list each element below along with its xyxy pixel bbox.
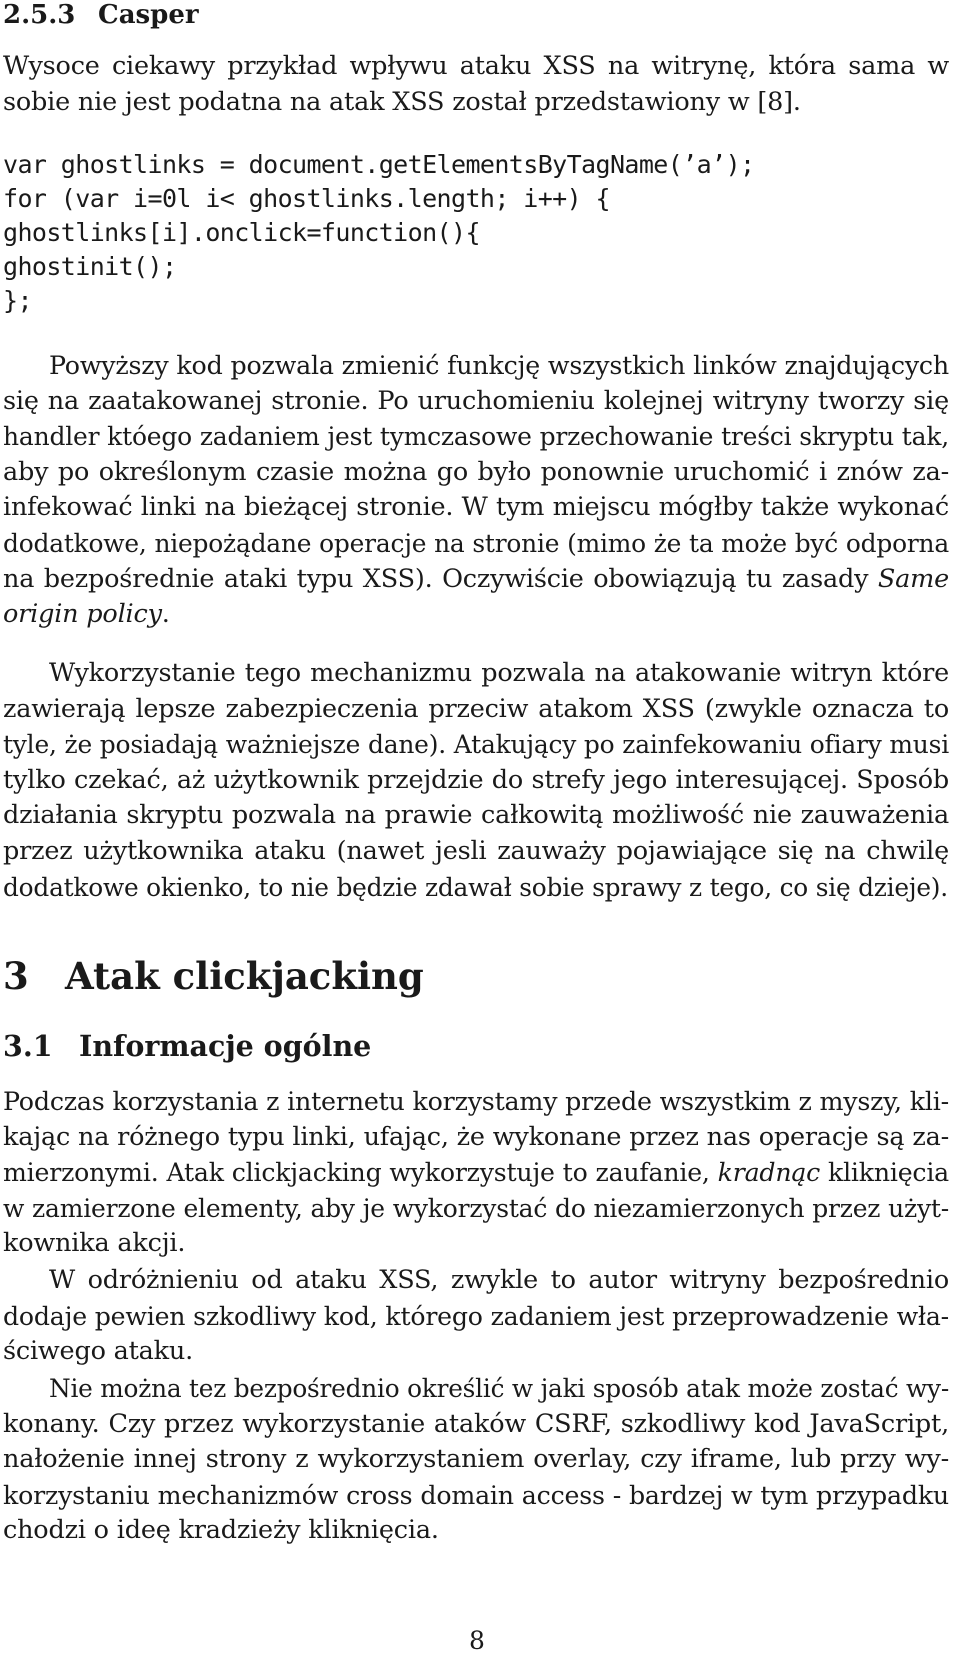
subsubsection-title: Casper bbox=[98, 0, 199, 30]
paragraph-line: dodatkowe okienko, to nie będzie zdawał sobie sprawy z tego, co się dzieje). bbox=[3, 872, 948, 902]
code-line: }; bbox=[3, 286, 32, 315]
paragraph bbox=[3, 1371, 949, 1549]
paragraph-line: nałożenie innej strony z wykorzystaniem overlay, czy iframe, lub przy wy- bbox=[3, 1444, 949, 1475]
paragraph bbox=[3, 656, 949, 905]
paragraph-text: mierzonymi. Atak clickjacking wykorzystuje to zaufanie, bbox=[3, 1158, 710, 1188]
paragraph bbox=[3, 1263, 949, 1370]
section-heading bbox=[3, 956, 424, 996]
subsection-heading bbox=[3, 1030, 371, 1062]
paragraph-line: Podczas korzystania z internetu korzystamy przede wszystkim z myszy, kli- bbox=[3, 1087, 949, 1116]
subsubsection-heading bbox=[3, 0, 199, 30]
paragraph-line: tylko czekać, aż użytkownik przejdzie do strefy jego interesującej. Sposób bbox=[3, 764, 949, 795]
paragraph-text: kliknięcia bbox=[828, 1158, 949, 1188]
punctuation: . bbox=[161, 599, 170, 630]
code-block bbox=[3, 148, 754, 318]
paragraph-line: zawierają lepsze zabezpieczenia przeciw atakom XSS (zwykle oznacza to bbox=[3, 693, 949, 724]
code-line: ghostinit(); bbox=[3, 252, 177, 281]
subsubsection-number: 2.5.3 bbox=[3, 0, 76, 30]
paragraph-line: w zamierzone elementy, aby je wykorzystać do niezamierzonych przez użyt- bbox=[3, 1193, 949, 1223]
italic-term: origin policy bbox=[3, 599, 162, 630]
code-line: var ghostlinks = document.getElementsByTagName(’a’); bbox=[3, 150, 755, 179]
subsection-title: Informacje ogólne bbox=[79, 1029, 372, 1063]
paragraph-line: korzystaniu mechanizmów cross domain access - bardzej w tym przypadku bbox=[3, 1480, 949, 1510]
paragraph-line: chodzi o ideę kradzieży kliknięcia. bbox=[3, 1515, 439, 1546]
paragraph-line: aby po określonym czasie można go było ponownie uruchomić i znów za- bbox=[3, 456, 949, 487]
paragraph-line: W odróżnieniu od ataku XSS, zwykle to autor witryny bezpośrednio bbox=[49, 1265, 949, 1295]
paragraph-line: ściwego ataku. bbox=[3, 1336, 194, 1367]
italic-term: kradnąc bbox=[717, 1158, 821, 1188]
paragraph-line: przez użytkownika ataku (nawet jesli zauważy pojawiające się na chwilę bbox=[3, 835, 949, 866]
paragraph-line: Wysoce ciekawy przykład wpływu ataku XSS na witrynę, która sama w bbox=[3, 51, 949, 81]
paragraph-line bbox=[3, 562, 949, 598]
italic-term: Same bbox=[877, 563, 950, 594]
paragraph-line: kownika akcji. bbox=[3, 1228, 186, 1259]
intro-paragraph bbox=[3, 49, 949, 120]
paragraph-line: działania skryptu pozwala na prawie całkowitą możliwość nie zauważenia bbox=[3, 800, 949, 831]
paragraph-line: Nie można tez bezpośrednio określić w jaki sposób atak może zostać wy- bbox=[49, 1374, 949, 1403]
paragraph-text: na bezpośrednie ataki typu XSS). Oczywiście obowiązują tu zasady bbox=[3, 563, 869, 594]
paragraph-line bbox=[3, 1155, 949, 1191]
paragraph-line: infekować linki na bieżącej stronie. W tym miejscu mógłby także wykonać bbox=[3, 492, 949, 523]
paragraph-line: tyle, że posiadają ważniejsze dane). Atakujący po zainfekowaniu ofiary musi bbox=[3, 730, 949, 760]
paragraph-line: konany. Czy przez wykorzystanie ataków CSRF, szkodliwy kod JavaScript, bbox=[3, 1408, 949, 1439]
paragraph bbox=[3, 1084, 949, 1262]
paragraph-line: dodaje pewien szkodliwy kod, którego zadaniem jest przeprowadzenie wła- bbox=[3, 1301, 949, 1331]
paragraph-line: Powyższy kod pozwala zmienić funkcję wszystkich linków znajdujących bbox=[49, 351, 949, 380]
paragraph-line: sobie nie jest podatna na atak XSS został przedstawiony w [8]. bbox=[3, 86, 801, 117]
paragraph-line: handler któego zadaniem jest tymczasowe przechowanie treści skryptu tak, bbox=[3, 422, 949, 452]
paragraph-line: Wykorzystanie tego mechanizmu pozwala na atakowanie witryn które bbox=[49, 658, 949, 688]
paragraph-line: się na zaatakowanej stronie. Po uruchomieniu kolejnej witryny tworzy się bbox=[3, 385, 949, 416]
paragraph bbox=[3, 348, 949, 633]
paragraph-line: kając na różnego typu linki, ufając, że wykonane przez nas operacje są za- bbox=[3, 1121, 949, 1152]
code-line: ghostlinks[i].onclick=function(){ bbox=[3, 218, 480, 247]
page-number: 8 bbox=[469, 1626, 485, 1655]
section-number: 3 bbox=[3, 954, 29, 998]
section-title: Atak clickjacking bbox=[65, 954, 424, 998]
subsection-number: 3.1 bbox=[3, 1029, 53, 1063]
paragraph-line bbox=[3, 597, 949, 633]
paragraph-line: dodatkowe, niepożądane operacje na stronie (mimo że ta może być odporna bbox=[3, 528, 949, 558]
code-line: for (var i=0l i< ghostlinks.length; i++) { bbox=[3, 184, 610, 213]
